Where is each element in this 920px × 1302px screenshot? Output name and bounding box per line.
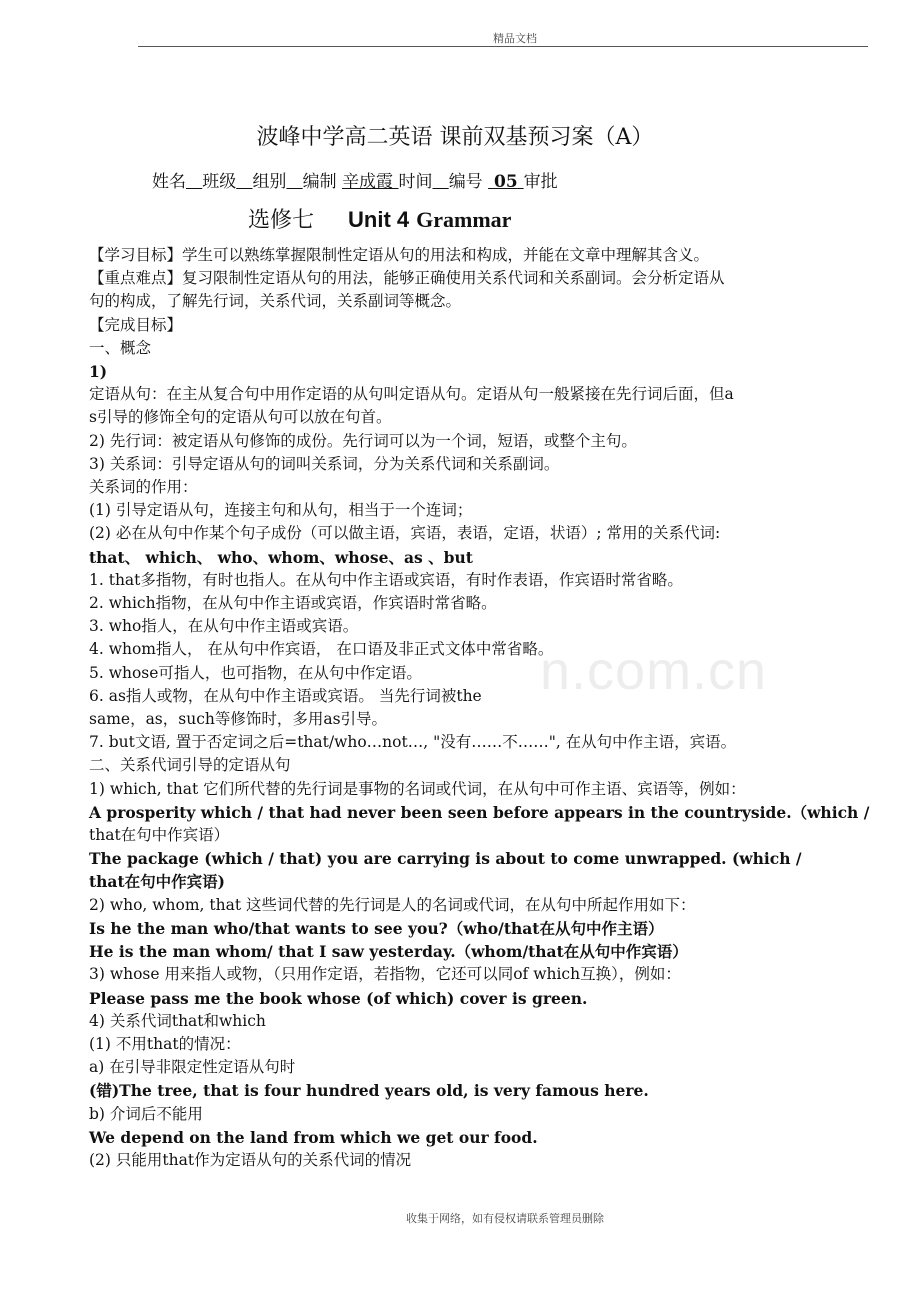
body-line: 关系词的作用：	[89, 478, 198, 497]
body-line: a) 在引导非限定性定语从句时	[89, 1058, 296, 1077]
editor-value: 辛成霞	[342, 172, 394, 192]
body-line: 2. which指物，在从句中作主语或宾语，作宾语时常省略。	[89, 594, 497, 613]
class-label: 班级	[202, 172, 237, 192]
body-line: (1) 引导定语从句，连接主句和从句，相当于一个连词；	[89, 501, 473, 520]
document-meta	[152, 167, 558, 192]
body-line: that、 which、 who、whom、whose、as 、but	[89, 547, 473, 567]
body-line: (2) 必在从句中作某个句子成份（可以做主语，宾语，表语，定语，状语）; 常用的关系代词:	[89, 524, 721, 543]
body-line: 【学习目标】学生可以熟练掌握限制性定语从句的用法和构成，并能在文章中理解其含义。	[89, 246, 710, 264]
group-label: 组别	[252, 172, 287, 192]
editor-label: 编制	[302, 172, 337, 192]
body-line: 1) which, that 它们所代替的先行词是事物的名词或代词，在从句中可作主语、宾语等，例如：	[89, 779, 746, 798]
body-line: that在句中作宾语）	[89, 826, 230, 845]
body-line: 【完成目标】	[89, 315, 183, 334]
example-sentence: A prosperity which / that had never been seen before appears in the countryside.（which /	[89, 802, 870, 822]
section-heading: 一、概念	[89, 338, 152, 357]
example-sentence: (错)The tree, that is four hundred years old, is very famous here.	[89, 1081, 649, 1101]
example-sentence: Please pass me the book whose (of which) cover is green.	[89, 988, 588, 1008]
document-body	[89, 244, 870, 1172]
body-line: 4) 关系代词that和which	[89, 1011, 266, 1030]
body-line: that在句中作宾语)	[89, 872, 225, 892]
body-line: 句的构成，了解先行词，关系代词，关系副词等概念。	[89, 292, 462, 311]
header-text: 精品文档	[493, 32, 537, 45]
subtitle-cn: 选修七	[248, 208, 315, 233]
body-line: b) 介词后不能用	[89, 1104, 203, 1123]
body-line: 3) 关系词：引导定语从句的词叫关系词，分为关系代词和关系副词。	[89, 454, 560, 473]
number-label: 编号	[448, 172, 483, 192]
body-line: 2) 先行词：被定语从句修饰的成份。先行词可以为一个词，短语，或整个主句。	[89, 431, 637, 450]
body-line: 3. who指人，在从句中作主语或宾语。	[89, 617, 359, 636]
body-line: (1) 不用that的情况：	[89, 1034, 241, 1053]
header-rule	[138, 46, 868, 47]
body-line: same，as，such等修饰时，多用as引导。	[89, 710, 388, 729]
body-line: 定语从句：在主从复合句中用作定语的从句叫定语从句。定语从句一般紧接在先行词后面，但a	[89, 385, 734, 404]
example-sentence: He is the man whom/ that I saw yesterday.（whom/that在从句中作宾语）	[89, 942, 688, 962]
section-heading: 二、关系代词引导的定语从句	[89, 756, 291, 775]
body-line: 4. whom指人， 在从句中作宾语， 在口语及非正式文体中常省略。	[89, 640, 554, 659]
document-subtitle	[248, 203, 511, 234]
body-line: 3) whose 用来指人或物，（只用作定语，若指物，它还可以同of which互换），例如：	[89, 965, 681, 984]
body-line: 【重点难点】复习限制性定语从句的用法，能够正确使用关系代词和关系副词。会分析定语从	[89, 269, 725, 288]
body-line: s引导的修饰全句的定语从句可以放在句首。	[89, 408, 392, 427]
document-title: 波峰中学高二英语 课前双基预习案（A）	[256, 125, 654, 150]
body-line: 6. as指人或物，在从句中作主语或宾语。 当先行词被the	[89, 686, 482, 705]
example-sentence: Is he the man who/that wants to see you?（who/that在从句中作主语）	[89, 918, 664, 938]
body-line: 5. whose可指人，也可指物，在从句中作定语。	[89, 663, 422, 682]
name-label: 姓名	[152, 172, 186, 192]
body-line: (2) 只能用that作为定语从句的关系代词的情况	[89, 1150, 412, 1169]
number-value: 05	[494, 172, 518, 192]
body-line: 1. that多指物，有时也指人。在从句中作主语或宾语，有时作表语，作宾语时常省略。	[89, 570, 683, 589]
body-line: 2) who, whom, that 这些词代替的先行词是人的名词或代词，在从句中所起作用如下：	[89, 895, 696, 914]
example-sentence: The package (which / that) you are carrying is about to come unwrapped. (which /	[89, 849, 802, 869]
body-line: 7. but文语, 置于否定词之后=that/who…not…, "没有……不……", 在从句中作主语，宾语。	[89, 733, 737, 752]
subtitle-unit: Unit 4	[348, 207, 410, 232]
subtitle-grammar: Grammar	[416, 207, 512, 232]
time-label: 时间	[398, 172, 433, 192]
body-line: 1)	[89, 362, 108, 382]
approve-label: 审批	[523, 172, 558, 192]
footer-text: 收集于网络，如有侵权请联系管理员删除	[406, 1212, 604, 1225]
watermark: n.com.cn	[540, 641, 768, 701]
example-sentence: We depend on the land from which we get our food.	[89, 1127, 538, 1147]
